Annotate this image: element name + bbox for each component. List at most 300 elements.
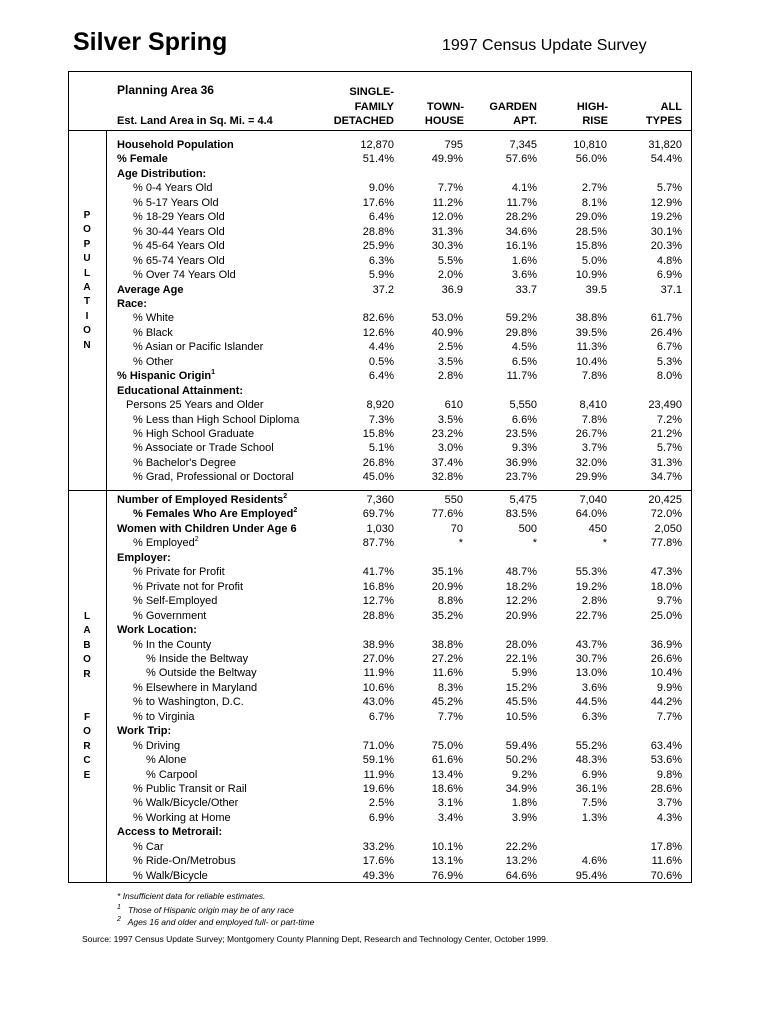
row-label: % Self-Employed: [133, 595, 218, 608]
table-cell: 32.0%: [575, 456, 607, 469]
table-cell: 51.4%: [362, 153, 394, 166]
row-label: % Grad, Professional or Doctoral: [133, 471, 294, 484]
table-cell: *: [458, 537, 463, 550]
row-label: % 65-74 Years Old: [133, 254, 225, 267]
table-cell: 11.6%: [651, 855, 682, 868]
table-cell: 25.9%: [362, 240, 394, 253]
table-cell: 19.2%: [650, 211, 682, 224]
row-label: Employer:: [117, 551, 171, 564]
col-header-single-family: SINGLE- FAMILY DETACHED: [333, 86, 394, 127]
table-cell: 28.8%: [362, 609, 394, 622]
table-cell: 71.0%: [362, 739, 394, 752]
table-cell: 11.7%: [506, 196, 537, 209]
table-cell: 37.2: [372, 283, 394, 296]
side-letter: N: [83, 339, 91, 351]
table-cell: 5.0%: [581, 254, 607, 267]
side-letter: E: [83, 769, 91, 781]
side-column-divider: [106, 130, 107, 882]
col-header-all-types: ALL TYPES: [645, 100, 682, 127]
table-cell: 29.0%: [575, 211, 607, 224]
table-cell: 32.8%: [431, 471, 463, 484]
row-label: % In the County: [133, 638, 212, 651]
table-cell: 64.6%: [505, 869, 537, 882]
footnote-3: $^2$ Ages 16 and older and employed full- or part-time: [117, 916, 315, 927]
table-cell: 87.7%: [362, 537, 394, 550]
table-cell: 55.2%: [575, 739, 607, 752]
side-letter: L: [83, 267, 91, 279]
table-cell: 26.6%: [650, 652, 682, 665]
table-cell: 16.8%: [362, 580, 394, 593]
table-cell: 5.7%: [656, 442, 682, 455]
table-cell: 20.3%: [650, 240, 682, 253]
footnote-2: $^1$ Those of Hispanic origin may be of any race: [117, 904, 294, 915]
table-cell: 10,810: [573, 139, 607, 151]
table-cell: 17.6%: [362, 196, 394, 209]
table-cell: 2.0%: [437, 269, 463, 282]
table-cell: 64.0%: [575, 508, 607, 521]
table-cell: 11.3%: [576, 341, 607, 354]
col-header-townhouse: TOWN- HOUSE: [424, 100, 464, 127]
table-cell: 3.9%: [511, 811, 537, 824]
row-label: % Less than High School Diploma: [133, 413, 300, 426]
row-label: Persons 25 Years and Older: [126, 399, 264, 412]
table-cell: 20.9%: [505, 609, 537, 622]
land-area: Est. Land Area in Sq. Mi. = 4.4: [117, 115, 273, 127]
table-cell: 38.8%: [575, 312, 607, 325]
table-cell: 77.8%: [650, 537, 682, 550]
row-label: % Car: [133, 840, 164, 853]
table-cell: 500: [518, 522, 537, 535]
row-label: % Public Transit or Rail: [133, 783, 247, 795]
table-cell: 1,030: [366, 522, 394, 535]
table-cell: 2.5%: [437, 341, 463, 354]
table-cell: 34.7%: [650, 471, 682, 484]
table-cell: 7.7%: [437, 182, 463, 195]
table-cell: 22.1%: [505, 652, 537, 665]
table-cell: 59.4%: [505, 739, 537, 752]
source-note: Source: 1997 Census Update Survey; Montgomery County Planning Dept, Research and Technology Center, October 1999.: [82, 934, 549, 944]
table-cell: 37.1: [660, 283, 682, 296]
table-cell: 36.9%: [505, 456, 537, 469]
table-cell: 6.9%: [656, 269, 682, 282]
table-cell: 77.6%: [431, 508, 463, 521]
row-label: % 18-29 Years Old: [133, 211, 225, 224]
table-cell: 33.7: [515, 283, 537, 296]
table-cell: 10.4%: [575, 355, 607, 368]
table-cell: 7,360: [366, 494, 394, 506]
header-divider: [68, 130, 692, 131]
table-cell: 9.9%: [656, 681, 682, 694]
table-cell: 5,550: [509, 399, 537, 412]
side-letter: O: [83, 654, 91, 666]
table-cell: 38.9%: [362, 638, 394, 651]
row-label: Household Population: [117, 139, 234, 151]
table-cell: 26.7%: [575, 428, 607, 440]
table-cell: 61.6%: [431, 754, 463, 767]
table-cell: 25.0%: [650, 609, 682, 622]
page-title: Silver Spring: [73, 28, 228, 56]
table-cell: 10.6%: [362, 681, 394, 694]
table-cell: 1.8%: [511, 797, 537, 810]
table-cell: 3.1%: [437, 797, 463, 810]
table-cell: 26.4%: [650, 326, 682, 339]
side-letter: O: [83, 726, 91, 738]
table-cell: 6.9%: [368, 811, 394, 824]
table-cell: 4.3%: [656, 811, 682, 824]
table-cell: 19.6%: [362, 783, 394, 795]
table-cell: 5,475: [509, 494, 537, 506]
table-cell: 8,920: [366, 399, 394, 412]
table-cell: 7.7%: [656, 710, 682, 723]
table-cell: 11.9%: [363, 667, 394, 680]
row-label: % Over 74 Years Old: [133, 269, 236, 282]
table-cell: 11.7%: [506, 370, 537, 383]
table-cell: 7.8%: [581, 370, 607, 383]
row-label: % 5-17 Years Old: [133, 196, 219, 209]
table-cell: 18.2%: [505, 580, 537, 593]
table-cell: 7,040: [579, 494, 607, 506]
table-cell: 43.7%: [575, 638, 607, 651]
table-cell: 20.9%: [431, 580, 463, 593]
table-cell: 2.8%: [581, 595, 607, 608]
table-cell: 450: [588, 522, 607, 535]
row-label: % 45-64 Years Old: [133, 240, 225, 253]
side-letter: A: [83, 282, 91, 293]
table-cell: 3.5%: [437, 413, 463, 426]
table-cell: 8.1%: [581, 196, 607, 209]
side-letter: U: [83, 253, 91, 265]
row-label: Age Distribution:: [117, 167, 207, 180]
table-cell: 49.9%: [431, 153, 463, 166]
table-cell: 29.9%: [575, 471, 607, 484]
table-cell: 7.3%: [368, 413, 394, 426]
table-cell: 23.5%: [505, 428, 537, 440]
planning-area: Planning Area 36: [117, 83, 214, 97]
table-cell: 10.1%: [431, 840, 463, 853]
table-cell: 15.2%: [505, 681, 537, 694]
row-label: % 30-44 Years Old: [133, 225, 225, 238]
table-cell: 6.7%: [656, 341, 682, 354]
table-cell: 69.7%: [362, 508, 394, 521]
row-label: % to Washington, D.C.: [133, 696, 244, 709]
table-cell: 28.0%: [505, 638, 537, 651]
table-cell: 610: [444, 399, 463, 412]
row-label: % to Virginia: [133, 710, 195, 723]
survey-title: 1997 Census Update Survey: [442, 37, 647, 54]
table-cell: 2.5%: [368, 797, 394, 810]
table-cell: 15.8%: [575, 240, 607, 253]
table-cell: 16.1%: [505, 240, 537, 253]
table-cell: 70.6%: [650, 869, 682, 882]
side-letter: R: [83, 740, 91, 752]
table-cell: 28.2%: [505, 211, 537, 224]
table-cell: 28.5%: [575, 225, 607, 238]
table-cell: 28.6%: [650, 783, 682, 795]
row-label: Number of Employed Residents 2: [117, 493, 288, 506]
row-label: % Driving: [133, 739, 181, 752]
table-cell: *: [602, 537, 607, 550]
row-label: % Hispanic Origin 1: [117, 369, 216, 383]
table-cell: 54.4%: [650, 153, 682, 166]
row-label: % Carpool: [146, 768, 198, 781]
row-label: % Private for Profit: [133, 566, 225, 579]
table-cell: 50.2%: [505, 754, 537, 767]
table-cell: 2,050: [654, 522, 682, 535]
table-cell: 45.5%: [505, 696, 537, 709]
row-label: Work Trip:: [117, 725, 172, 738]
table-cell: 11.6%: [432, 667, 463, 680]
row-label: % Female: [117, 153, 168, 166]
table-cell: 9.7%: [656, 595, 682, 608]
row-label: Race:: [117, 297, 147, 310]
table-cell: 6.5%: [511, 355, 537, 368]
table-cell: 18.0%: [650, 580, 682, 593]
table-cell: 30.7%: [575, 652, 607, 665]
table-cell: 37.4%: [431, 456, 463, 469]
table-cell: 34.6%: [505, 225, 537, 238]
table-cell: 30.3%: [431, 240, 463, 253]
table-cell: 48.3%: [575, 754, 607, 767]
side-letter: F: [83, 712, 91, 723]
table-cell: 5.7%: [656, 182, 682, 195]
row-label: % Working at Home: [133, 811, 231, 824]
row-label: % Alone: [146, 754, 187, 767]
table-cell: 28.8%: [362, 225, 394, 238]
side-letter: P: [83, 238, 91, 250]
row-label: % Black: [133, 326, 173, 339]
table-cell: 6.3%: [368, 254, 394, 267]
table-cell: 8.0%: [656, 370, 682, 383]
row-label: % White: [133, 312, 174, 325]
table-cell: 48.7%: [505, 566, 537, 579]
table-cell: 6.3%: [581, 710, 607, 723]
row-label: % Asian or Pacific Islander: [133, 341, 264, 354]
table-cell: 15.8%: [362, 428, 394, 440]
table-cell: 36.9%: [650, 638, 682, 651]
table-cell: 41.7%: [362, 566, 394, 579]
row-label: Women with Children Under Age 6: [117, 522, 297, 535]
table-cell: 35.1%: [431, 566, 463, 579]
table-cell: 31,820: [648, 139, 682, 151]
table-cell: 4.5%: [511, 341, 537, 354]
table-cell: 44.2%: [650, 696, 682, 709]
table-cell: 6.9%: [581, 768, 607, 781]
table-cell: 22.2%: [505, 840, 537, 853]
table-cell: 3.5%: [437, 355, 463, 368]
table-cell: 82.6%: [362, 312, 394, 325]
table-cell: 30.1%: [650, 225, 682, 238]
side-letter: A: [83, 625, 91, 637]
table-cell: 43.0%: [362, 696, 394, 709]
table-cell: 20,425: [648, 494, 682, 506]
row-label: % Bachelor's Degree: [133, 456, 236, 469]
side-letter: I: [85, 310, 89, 322]
table-cell: 18.6%: [431, 783, 463, 795]
table-cell: 2.8%: [437, 370, 463, 383]
side-letter: O: [83, 224, 91, 236]
row-label: % Inside the Beltway: [146, 652, 249, 665]
table-cell: 795: [444, 139, 463, 151]
table-cell: 7.8%: [581, 413, 607, 426]
table-cell: 4.8%: [656, 254, 682, 267]
table-cell: 8.8%: [437, 595, 463, 608]
table-cell: 40.9%: [431, 326, 463, 339]
table-cell: 12.9%: [650, 196, 682, 209]
table-cell: 9.8%: [656, 768, 682, 781]
table-cell: 8.3%: [437, 681, 463, 694]
table-cell: 3.7%: [656, 797, 682, 810]
row-label: % Other: [133, 355, 174, 368]
table-cell: 7,345: [509, 139, 537, 151]
table-cell: 63.4%: [650, 739, 682, 752]
side-letter: O: [83, 325, 91, 337]
table-cell: 70: [450, 522, 463, 535]
table-cell: 9.3%: [511, 442, 537, 455]
section-divider: [68, 490, 692, 491]
table-cell: 4.6%: [581, 855, 607, 868]
table-cell: 1.3%: [581, 811, 607, 824]
row-label: % High School Graduate: [133, 428, 255, 440]
table-cell: 55.3%: [575, 566, 607, 579]
side-letter: T: [83, 296, 91, 308]
table-cell: 49.3%: [362, 869, 394, 882]
table-cell: 12.2%: [505, 595, 537, 608]
table-cell: 44.5%: [575, 696, 607, 709]
row-label: % Walk/Bicycle: [133, 869, 208, 882]
table-cell: 17.6%: [362, 855, 394, 868]
table-cell: 34.9%: [505, 783, 537, 795]
table-cell: 39.5%: [575, 326, 607, 339]
table-cell: 12.6%: [362, 326, 394, 339]
table-cell: 7.7%: [437, 710, 463, 723]
table-cell: 38.8%: [431, 638, 463, 651]
table-cell: 12.0%: [431, 211, 463, 224]
row-label: % Employed 2: [133, 536, 199, 550]
table-cell: 76.9%: [431, 869, 463, 882]
table-cell: 21.2%: [650, 428, 682, 440]
table-cell: 6.6%: [511, 413, 537, 426]
table-cell: 3.6%: [581, 681, 607, 694]
table-cell: 47.3%: [650, 566, 682, 579]
footnote-1: * Insufficient data for reliable estimates.: [117, 891, 266, 901]
row-label: % Associate or Trade School: [133, 442, 274, 455]
table-cell: 9.2%: [511, 768, 537, 781]
table-cell: 6.4%: [368, 370, 394, 383]
table-cell: 5.1%: [368, 442, 394, 455]
table-cell: 95.4%: [575, 869, 607, 882]
table-cell: 36.9: [441, 283, 463, 296]
table-cell: 56.0%: [575, 153, 607, 166]
table-cell: 12,870: [360, 139, 394, 151]
row-label: % Walk/Bicycle/Other: [133, 797, 239, 810]
table-cell: 7.5%: [581, 797, 607, 810]
row-label: % Government: [133, 609, 207, 622]
table-cell: 19.2%: [575, 580, 607, 593]
table-cell: 0.5%: [368, 355, 394, 368]
row-label: Average Age: [117, 283, 184, 296]
table-cell: 5.9%: [368, 269, 394, 282]
table-cell: 83.5%: [505, 508, 537, 521]
table-cell: 31.3%: [650, 456, 682, 469]
table-cell: 7.2%: [656, 413, 682, 426]
table-cell: 26.8%: [362, 456, 394, 469]
table-cell: 39.5: [585, 283, 607, 296]
row-label: Educational Attainment:: [117, 384, 244, 397]
table-cell: 4.4%: [368, 341, 394, 354]
table-cell: 11.2%: [432, 196, 463, 209]
table-cell: 45.2%: [431, 696, 463, 709]
table-cell: 550: [444, 494, 463, 506]
table-cell: 33.2%: [362, 840, 394, 853]
row-label: % Private not for Profit: [133, 580, 244, 593]
table-cell: 17.8%: [650, 840, 682, 853]
table-cell: 10.9%: [575, 269, 607, 282]
table-cell: 23.7%: [505, 471, 537, 484]
table-cell: 13.2%: [505, 855, 537, 868]
table-cell: 27.2%: [431, 652, 463, 665]
table-cell: 11.9%: [363, 768, 394, 781]
side-letter: R: [83, 668, 91, 680]
table-cell: 3.0%: [437, 442, 463, 455]
table-cell: 57.6%: [505, 153, 537, 166]
table-cell: 4.1%: [511, 182, 537, 195]
table-cell: 5.5%: [437, 254, 463, 267]
table-cell: 53.0%: [431, 312, 463, 325]
row-label: Work Location:: [117, 624, 197, 637]
col-header-garden-apt: GARDEN APT.: [489, 100, 537, 127]
col-header-high-rise: HIGH- RISE: [576, 100, 608, 127]
row-label: % Elsewhere in Maryland: [133, 681, 258, 694]
table-cell: 3.7%: [581, 442, 607, 455]
side-letter: L: [83, 611, 91, 622]
table-cell: 75.0%: [431, 739, 463, 752]
table-cell: 36.1%: [575, 783, 607, 795]
table-cell: 9.0%: [368, 182, 394, 195]
table-cell: 10.5%: [505, 710, 537, 723]
side-letter: P: [83, 210, 91, 221]
table-cell: 12.7%: [362, 595, 394, 608]
table-cell: 10.4%: [650, 667, 682, 680]
table-cell: 22.7%: [575, 609, 607, 622]
table-cell: *: [532, 537, 537, 550]
table-cell: 3.4%: [437, 811, 463, 824]
table-cell: 2.7%: [581, 182, 607, 195]
table-cell: 27.0%: [362, 652, 394, 665]
table-cell: 35.2%: [431, 609, 463, 622]
side-letter: C: [83, 755, 91, 767]
side-letter: B: [83, 639, 91, 651]
table-cell: 53.6%: [650, 754, 682, 767]
table-cell: 1.6%: [511, 254, 537, 267]
table-cell: 59.1%: [362, 754, 394, 767]
row-label: % Ride-On/Metrobus: [133, 855, 236, 868]
table-cell: 45.0%: [362, 471, 394, 484]
table-cell: 5.9%: [511, 667, 537, 680]
row-label: Access to Metrorail:: [117, 826, 223, 839]
table-cell: 31.3%: [431, 225, 463, 238]
table-cell: 6.4%: [368, 211, 394, 224]
table-cell: 23.2%: [431, 428, 463, 440]
table-cell: 29.8%: [505, 326, 537, 339]
table-cell: 61.7%: [650, 312, 682, 325]
table-cell: 13.1%: [431, 855, 463, 868]
table-cell: 13.4%: [431, 768, 463, 781]
row-label: % 0-4 Years Old: [133, 182, 213, 195]
table-cell: 5.3%: [656, 355, 682, 368]
table-cell: 8,410: [579, 399, 607, 412]
row-label: % Outside the Beltway: [146, 667, 257, 680]
table-cell: 59.2%: [505, 312, 537, 325]
